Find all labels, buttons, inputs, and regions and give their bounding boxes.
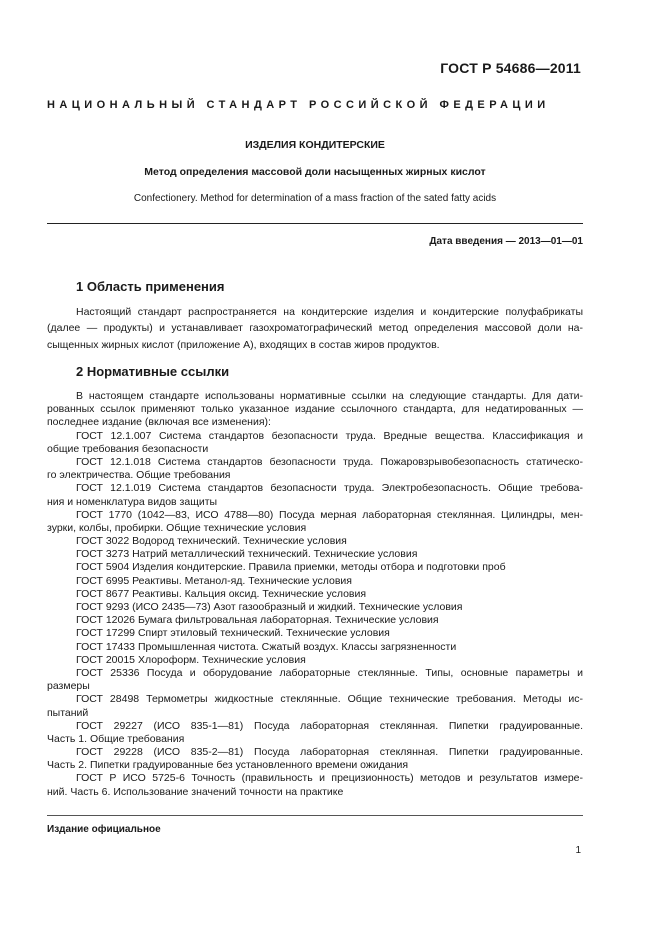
reference-line: ния и номенклатура видов защиты	[47, 495, 218, 508]
body-line: рованных ссылок применяют только указанное издание ссылочного стандарта, для недатированных —	[47, 403, 583, 416]
reference-line: ГОСТ 20015 Хлороформ. Технические условия	[76, 653, 306, 666]
reference-line: ГОСТ 29228 (ИСО 835-2—81) Посуда лабораторная стеклянная. Пипетки градуированные.	[76, 746, 583, 759]
reference-line: ГОСТ 5904 Изделия кондитерские. Правила приемки, методы отбора и подготовки проб	[76, 561, 506, 574]
introduction-date: Дата введения — 2013—01—01	[429, 236, 583, 247]
page-number: 1	[575, 845, 581, 856]
reference-line: ГОСТ 17299 Спирт этиловый технический. Технические условия	[76, 627, 390, 640]
reference-line: ГОСТ 1770 (1042—83, ИСО 4788—80) Посуда мерная лабораторная стеклянная. Цилиндры, мен-	[76, 508, 583, 521]
reference-line: ГОСТ 3022 Водород технический. Технические условия	[76, 535, 347, 548]
body-line: (далее — продукты) и устанавливает газохроматографический метод определения массовой доли на-	[47, 322, 583, 335]
reference-line: ГОСТ 25336 Посуда и оборудование лабораторные стеклянные. Типы, основные параметры и	[76, 666, 583, 679]
standard-banner: НАЦИОНАЛЬНЫЙ СТАНДАРТ РОССИЙСКОЙ ФЕДЕРАЦИИ	[47, 99, 550, 111]
section-2-heading: 2 Нормативные ссылки	[76, 364, 230, 379]
section-2-body	[47, 389, 583, 798]
edition-label: Издание официальное	[47, 824, 161, 835]
reference-line: ГОСТ 9293 (ИСО 2435—73) Азот газообразный и жидкий. Технические условия	[76, 601, 463, 613]
reference-line: ГОСТ 12.1.007 Система стандартов безопасности труда. Вредные вещества. Классификация и	[76, 429, 583, 442]
header-divider	[47, 223, 583, 224]
reference-line: ГОСТ 12026 Бумага фильтровальная лабораторная. Технические условия	[76, 614, 439, 627]
reference-line: ГОСТ 12.1.018 Система стандартов безопасности труда. Пожаровзрывобезопасность статическо-	[76, 455, 583, 468]
reference-line: ГОСТ 6995 Реактивы. Метанол-яд. Технические условия	[76, 574, 352, 587]
reference-line: ГОСТ 28498 Термометры жидкостные стеклянные. Общие технические требования. Методы ис-	[76, 693, 583, 706]
document-title: ИЗДЕЛИЯ КОНДИТЕРСКИЕ	[245, 139, 385, 151]
reference-line: ГОСТ 29227 (ИСО 835-1—81) Посуда лабораторная стеклянная. Пипетки градуированные.	[76, 719, 583, 732]
reference-line: зурки, колбы, пробирки. Общие технические условия	[47, 521, 307, 534]
footer-divider	[47, 815, 583, 816]
reference-line: общие требования безопасности	[47, 442, 209, 455]
reference-line: Часть 1. Общие требования	[47, 732, 185, 745]
reference-line: размеры	[47, 680, 90, 693]
body-line: В настоящем стандарте использованы нормативные ссылки на следующие стандарты. Для дати-	[76, 390, 583, 402]
body-line: последнее издание (включая все изменения):	[47, 416, 271, 429]
reference-line: Часть 2. Пипетки градуированные без установленного времени ожидания	[47, 759, 409, 772]
reference-line: ГОСТ Р ИСО 5725-6 Точность (правильность и прецизионность) методов и результатов измере-	[76, 772, 583, 785]
reference-line: ГОСТ 12.1.019 Система стандартов безопасности труда. Электробезопасность. Общие требова-	[76, 482, 583, 495]
section-1-body	[47, 305, 583, 351]
body-line: Настоящий стандарт распространяется на кондитерские изделия и кондитерские полуфабрикаты	[76, 306, 583, 318]
reference-line: ГОСТ 3273 Натрий металлический технический. Технические условия	[76, 548, 418, 561]
reference-line: пытаний	[47, 706, 89, 719]
reference-line: ний. Часть 6. Использование значений точности на практике	[47, 785, 344, 798]
reference-line: ГОСТ 8677 Реактивы. Кальция оксид. Технические условия	[76, 587, 367, 600]
document-code: ГОСТ Р 54686—2011	[440, 60, 581, 76]
document-subtitle: Метод определения массовой доли насыщенных жирных кислот	[144, 166, 486, 178]
body-line: сыщенных жирных кислот (приложение А), входящих в состав жиров продуктов.	[47, 338, 440, 351]
reference-line: го электричества. Общие требования	[47, 469, 231, 482]
reference-line: ГОСТ 17433 Промышленная чистота. Сжатый воздух. Классы загрязненности	[76, 640, 457, 653]
section-1-heading: 1 Область применения	[76, 279, 225, 294]
english-title: Confectionery. Method for determination of a mass fraction of the sated fatty acids	[133, 193, 497, 204]
